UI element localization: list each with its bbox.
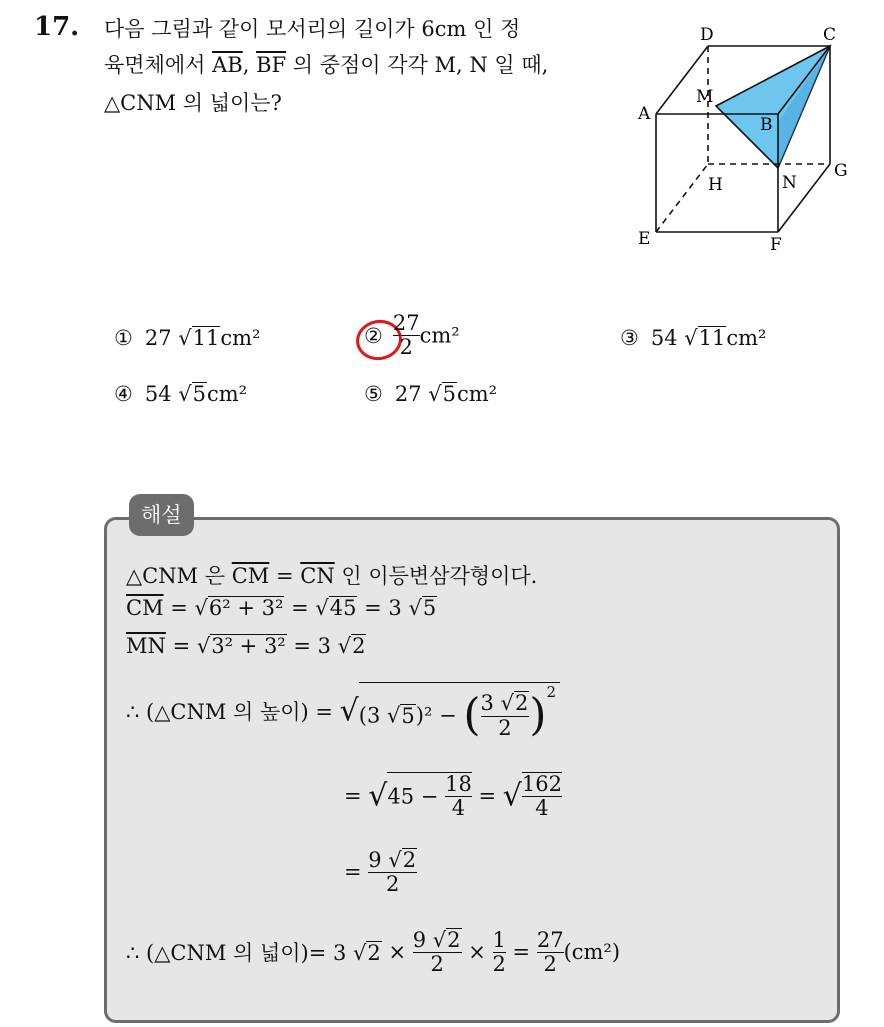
choice-2[interactable]: ② $\frac{27}{2}$ cm² <box>364 311 460 360</box>
label-g: G <box>834 161 848 181</box>
solution-line-5: = √45 − $\frac{18}{4}$ = √ $\frac{162}{4}$ <box>344 772 562 821</box>
solution-line-7: ∴ (△CNM 의 넓이)= 3 √2 × $\frac{9 √2}{2}$ × $\frac{1}{2}$ = $\frac{27}{2}$ (cm²) <box>126 927 621 977</box>
label-c: C <box>823 25 837 45</box>
label-d: D <box>700 25 714 45</box>
choice-5[interactable]: ⑤ 27 √5cm² <box>364 382 498 406</box>
label-f: F <box>770 235 782 255</box>
label-a: A <box>638 104 651 124</box>
solution-line-2: $\overline{CM} = √6^2 + 3^2 = √45 = 3$ √5 <box>126 596 437 620</box>
solution-line-3: $\overline{MN} = √3^2 + 3^2 = 3$ √2 <box>126 634 366 658</box>
solution-line-1: △CNM 은 $\overline{CM} = \overline{CN}$ 인 이등변삼각형이다. <box>126 564 538 588</box>
question-number: 17. <box>34 12 80 42</box>
question-line-2: 육면체에서 $\overline{AB}$, $\overline{BF}$ 의 중점이 각각 M, N 일 때, <box>104 53 549 77</box>
question-line-3: △CNM 의 넓이는? <box>104 91 282 115</box>
label-m: M <box>696 87 714 107</box>
choice-4[interactable]: ④ 54 √5cm² <box>114 382 248 406</box>
solution-line-4: ∴ (△CNM 의 높이) = √(3 √5)² − ( $\frac{3 √2}{2}$ )$^2$ <box>126 682 560 740</box>
segment-ab: $\overline{AB}$ <box>212 53 243 77</box>
label-e: E <box>638 229 651 249</box>
segment-bf: $\overline{BF}$ <box>256 53 287 77</box>
label-n: N <box>782 173 797 193</box>
triangle-cnm <box>716 46 830 168</box>
choice-3[interactable]: ③ 54 √11cm² <box>620 326 767 350</box>
cube-figure <box>630 18 860 268</box>
label-b: B <box>760 115 773 135</box>
label-h: H <box>708 175 723 195</box>
question-line-1: 다음 그림과 같이 모서리의 길이가 6cm 인 정 <box>104 17 521 41</box>
solution-tag: 해설 <box>129 494 194 536</box>
choice-1[interactable]: ① 27 √11cm² <box>114 326 261 350</box>
solution-line-6: = $\frac{9 √2}{2}$ <box>344 848 417 897</box>
